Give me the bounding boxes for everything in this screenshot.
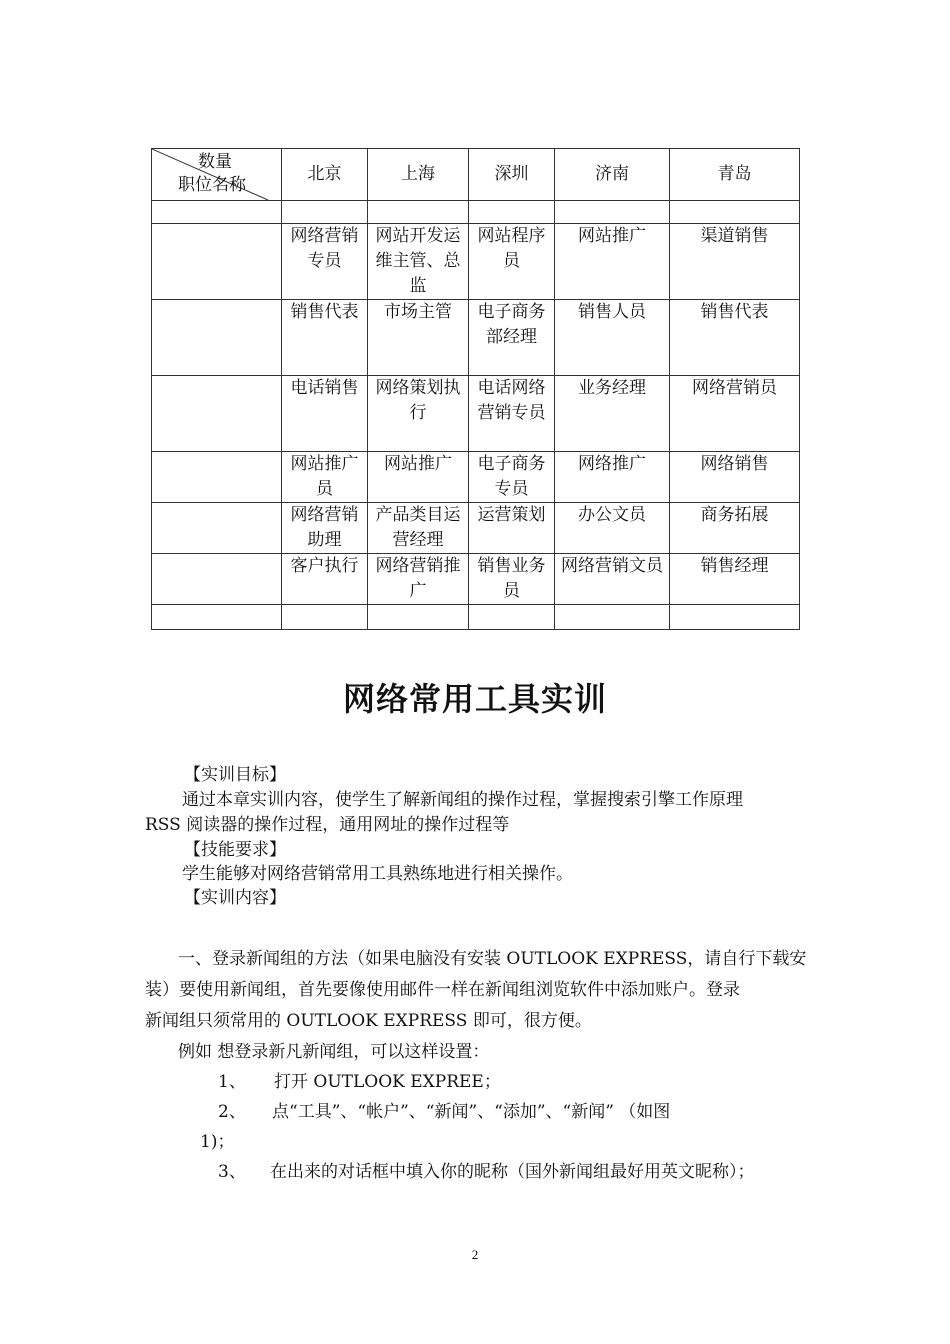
step-text: 点“工具”、“帐户”、“新闻”、“添加”、“新闻” （如图 bbox=[272, 1102, 671, 1122]
table-cell bbox=[368, 201, 469, 224]
table-cell bbox=[670, 605, 800, 630]
table-cell: 网络营销助理 bbox=[282, 503, 368, 554]
goal-text-line: RSS 阅读器的操作过程，通用网址的操作过程等 bbox=[145, 815, 510, 835]
goal-text-line: 通过本章实训内容，使学生了解新闻组的操作过程，掌握搜索引擎工作原理 bbox=[182, 790, 743, 810]
table-cell: 产品类目运营经理 bbox=[368, 503, 469, 554]
table-row-empty bbox=[152, 605, 800, 630]
table-cell: 网站程序员 bbox=[469, 224, 555, 300]
goal-heading: 【实训目标】 bbox=[184, 765, 286, 785]
table-header-row bbox=[152, 149, 800, 201]
table-cell bbox=[152, 605, 282, 630]
table-row bbox=[152, 452, 800, 503]
table-row-empty bbox=[152, 201, 800, 224]
step-number: 3、 bbox=[218, 1162, 246, 1182]
paragraph-line: 一、登录新闻组的方法（如果电脑没有安装 OUTLOOK EXPRESS，请自行下载安 bbox=[178, 949, 807, 969]
skill-heading: 【技能要求】 bbox=[184, 840, 286, 860]
table-cell: 销售业务员 bbox=[469, 554, 555, 605]
table-row bbox=[152, 300, 800, 376]
table-cell: 渠道销售 bbox=[670, 224, 800, 300]
city-header: 深圳 bbox=[469, 149, 555, 201]
step-text-continued: 1)； bbox=[200, 1132, 235, 1152]
table-row bbox=[152, 376, 800, 452]
corner-label-quantity: 数量 bbox=[198, 152, 232, 172]
step-text: 在出来的对话框中填入你的昵称（国外新闻组最好用英文昵称）； bbox=[270, 1162, 755, 1182]
table-cell bbox=[152, 376, 282, 452]
table-cell: 电话销售 bbox=[282, 376, 368, 452]
table-corner-cell bbox=[152, 149, 282, 201]
step-text: 打开 OUTLOOK EXPREE； bbox=[274, 1072, 501, 1092]
table-cell bbox=[368, 605, 469, 630]
city-header: 北京 bbox=[282, 149, 368, 201]
table-cell: 办公文员 bbox=[555, 503, 670, 554]
table-cell bbox=[469, 605, 555, 630]
skill-text: 学生能够对网络营销常用工具熟练地进行相关操作。 bbox=[182, 864, 573, 884]
corner-label-position: 职位名称 bbox=[178, 175, 246, 195]
table-cell: 网络营销专员 bbox=[282, 224, 368, 300]
page-number: 2 bbox=[471, 1247, 479, 1262]
step-number: 1、 bbox=[218, 1072, 246, 1092]
table-row bbox=[152, 503, 800, 554]
content-heading: 【实训内容】 bbox=[184, 888, 286, 908]
table-cell bbox=[152, 300, 282, 376]
table-cell: 电子商务专员 bbox=[469, 452, 555, 503]
table-cell bbox=[282, 201, 368, 224]
example-line: 例如 想登录新凡新闻组，可以这样设置： bbox=[178, 1042, 490, 1062]
city-header: 上海 bbox=[368, 149, 469, 201]
table-row bbox=[152, 554, 800, 605]
table-cell: 网络营销员 bbox=[670, 376, 800, 452]
table-cell bbox=[670, 201, 800, 224]
table-cell: 客户执行 bbox=[282, 554, 368, 605]
table-cell: 销售经理 bbox=[670, 554, 800, 605]
job-positions-table bbox=[151, 148, 800, 630]
table-cell: 网络营销推广 bbox=[368, 554, 469, 605]
step-number: 2、 bbox=[218, 1102, 246, 1122]
table-cell bbox=[469, 201, 555, 224]
table-cell bbox=[282, 605, 368, 630]
table-cell bbox=[152, 201, 282, 224]
paragraph-line: 装）要使用新闻组，首先要像使用邮件一样在新闻组浏览软件中添加账户。登录 bbox=[145, 980, 740, 1000]
table-cell: 网站推广 bbox=[555, 224, 670, 300]
table-cell: 网络策划执行 bbox=[368, 376, 469, 452]
table-cell: 网站开发运维主管、总监 bbox=[368, 224, 469, 300]
table-cell: 网络销售 bbox=[670, 452, 800, 503]
table-cell: 销售代表 bbox=[670, 300, 800, 376]
table-cell: 业务经理 bbox=[555, 376, 670, 452]
table-cell: 网站推广 bbox=[368, 452, 469, 503]
table-row bbox=[152, 224, 800, 300]
table-cell bbox=[152, 554, 282, 605]
paragraph-line: 新闻组只须常用的 OUTLOOK EXPRESS 即可，很方便。 bbox=[145, 1011, 592, 1031]
table-cell bbox=[152, 503, 282, 554]
table-cell: 电子商务部经理 bbox=[469, 300, 555, 376]
table-cell: 销售代表 bbox=[282, 300, 368, 376]
table-cell bbox=[555, 201, 670, 224]
table-cell bbox=[152, 224, 282, 300]
table-cell: 市场主管 bbox=[368, 300, 469, 376]
table-cell: 商务拓展 bbox=[670, 503, 800, 554]
city-header: 青岛 bbox=[670, 149, 800, 201]
table-cell bbox=[555, 605, 670, 630]
table-cell: 运营策划 bbox=[469, 503, 555, 554]
table-cell: 网络推广 bbox=[555, 452, 670, 503]
city-header: 济南 bbox=[555, 149, 670, 201]
table-cell bbox=[152, 452, 282, 503]
section-title: 网络常用工具实训 bbox=[342, 680, 607, 718]
table-cell: 网络营销文员 bbox=[555, 554, 670, 605]
table-cell: 销售人员 bbox=[555, 300, 670, 376]
table-cell: 网站推广员 bbox=[282, 452, 368, 503]
table-cell: 电话网络营销专员 bbox=[469, 376, 555, 452]
